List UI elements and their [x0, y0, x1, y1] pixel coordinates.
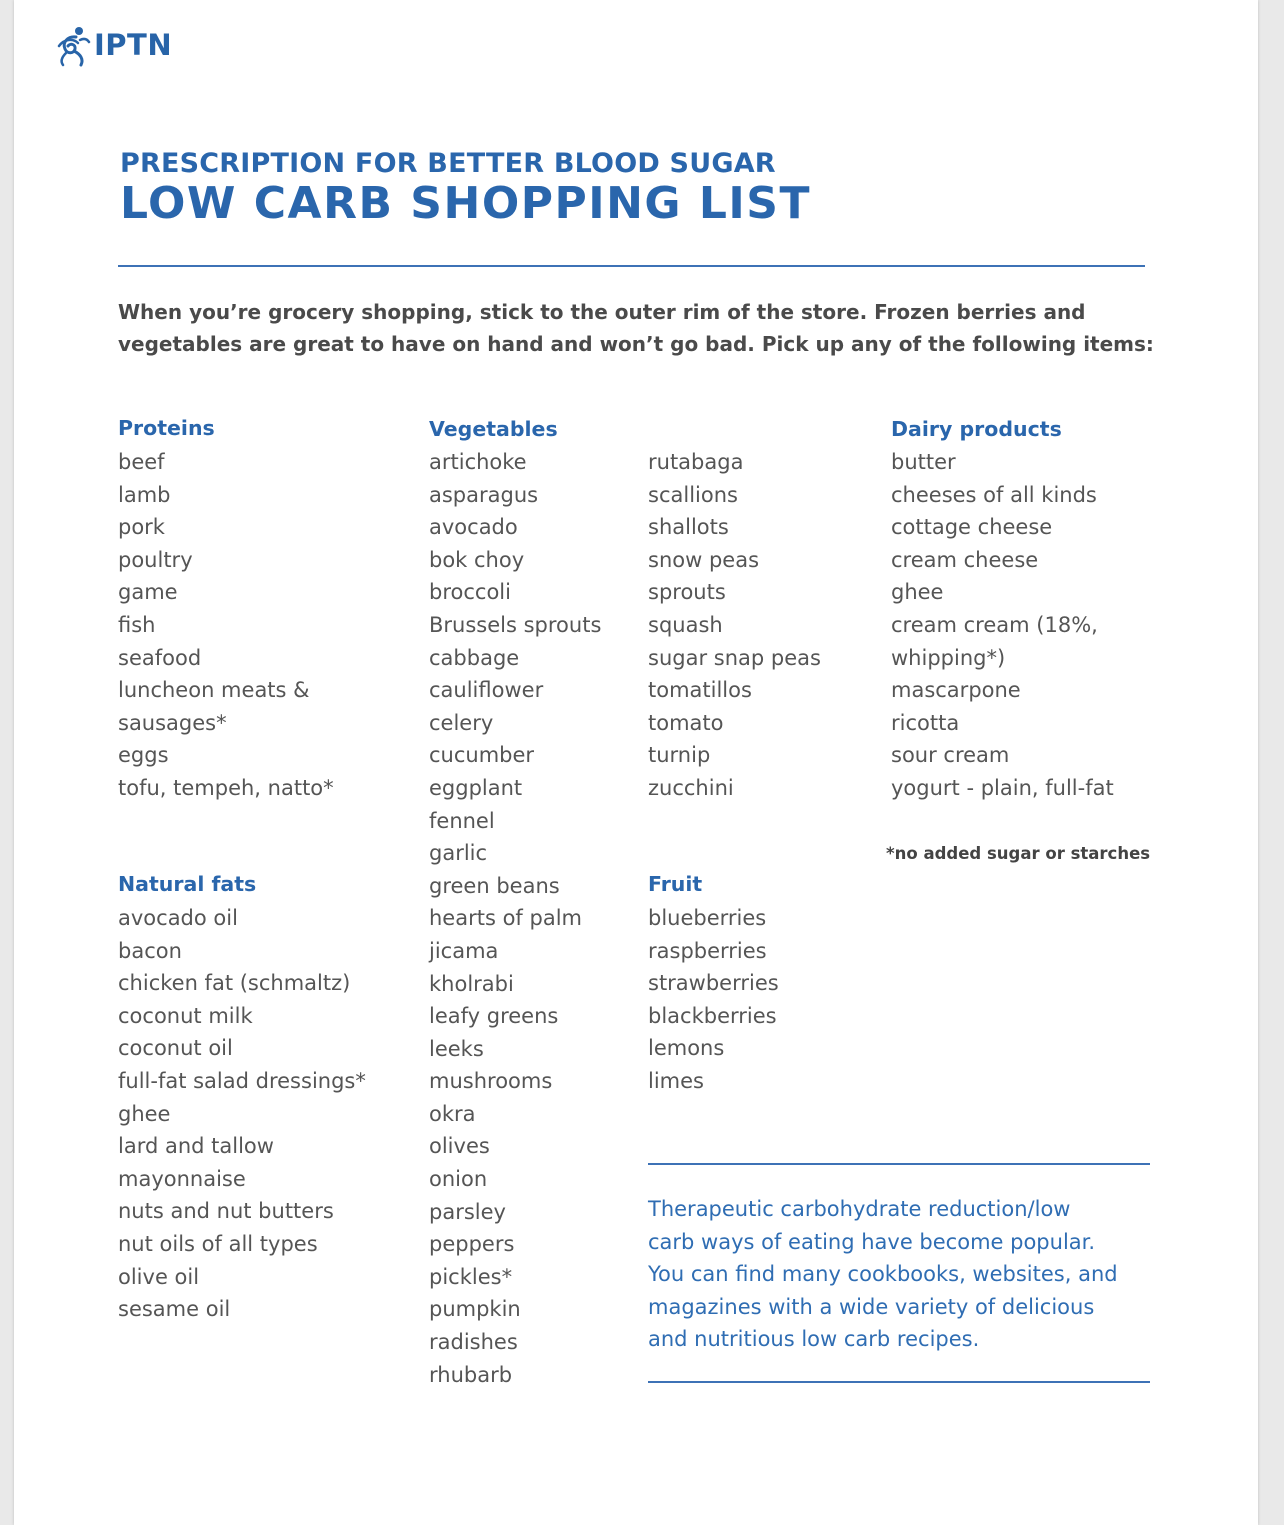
list-item: tofu, tempeh, natto* [118, 775, 334, 800]
list-item: poultry [118, 547, 193, 572]
list-item: ricotta [891, 710, 960, 735]
list-item: nut oils of all types [118, 1231, 318, 1256]
intro-paragraph [118, 296, 1168, 360]
list-item: scallions [648, 482, 738, 507]
list-item: olives [429, 1134, 490, 1159]
list-item: cheeses of all kinds [891, 482, 1097, 507]
natural-fats-heading: Natural fats [118, 872, 257, 896]
list-item: Brussels sprouts [429, 612, 602, 637]
vegetables-list-column-2 [648, 446, 821, 805]
fruit-list [648, 902, 779, 1098]
list-item: coconut oil [118, 1036, 233, 1061]
dairy-list [891, 446, 1114, 805]
list-item: cucumber [429, 743, 535, 768]
list-item: leeks [429, 1036, 484, 1061]
page-subtitle: PRESCRIPTION FOR BETTER BLOOD SUGAR [120, 148, 776, 179]
list-item: squash [648, 612, 723, 637]
iptn-logo [54, 20, 172, 70]
title-divider [118, 265, 1145, 267]
list-item: cabbage [429, 645, 520, 670]
list-item: cream cheese [891, 547, 1039, 572]
list-item: sour cream [891, 743, 1010, 768]
list-item: pork [118, 515, 165, 540]
runner-logo-icon [54, 22, 92, 68]
list-item: nuts and nut butters [118, 1199, 334, 1224]
proteins-heading: Proteins [118, 416, 215, 440]
list-item: turnip [648, 743, 711, 768]
list-item: luncheon meats & [118, 678, 310, 703]
list-item: parsley [429, 1199, 506, 1224]
list-item: olive oil [118, 1264, 200, 1289]
list-item: cauliflower [429, 678, 544, 703]
list-item: lamb [118, 482, 171, 507]
list-item: sausages* [118, 710, 227, 735]
list-item: game [118, 580, 178, 605]
list-item: yogurt - plain, full-fat [891, 775, 1114, 800]
proteins-list [118, 446, 334, 805]
list-item: green beans [429, 873, 560, 898]
vegetables-list-column-1 [429, 446, 601, 1391]
list-item: eggs [118, 743, 169, 768]
list-item: eggplant [429, 775, 523, 800]
list-item: bok choy [429, 547, 525, 572]
callout-line: and nutritious low carb recipes. [648, 1327, 980, 1352]
callout-divider-top [648, 1163, 1150, 1165]
list-item: tomatillos [648, 678, 752, 703]
list-item: beef [118, 450, 165, 474]
list-item: shallots [648, 515, 729, 540]
list-item: rhubarb [429, 1362, 513, 1387]
list-item: coconut milk [118, 1003, 253, 1028]
list-item: butter [891, 450, 956, 474]
list-item: zucchini [648, 775, 734, 800]
list-item: whipping*) [891, 645, 1006, 670]
list-item: okra [429, 1101, 476, 1126]
callout-line: magazines with a wide variety of delicious [648, 1294, 1095, 1319]
list-item: limes [648, 1068, 704, 1093]
list-item: sugar snap peas [648, 645, 821, 670]
callout-divider-bottom [648, 1381, 1150, 1383]
list-item: chicken fat (schmaltz) [118, 971, 351, 996]
intro-line: vegetables are great to have on hand and won’t go bad. Pick up any of the following items: [118, 332, 1154, 356]
list-item: ghee [891, 580, 944, 605]
list-item: full-fat salad dressings* [118, 1068, 366, 1093]
list-item: avocado oil [118, 906, 238, 930]
list-item: pumpkin [429, 1297, 521, 1322]
list-item: sprouts [648, 580, 726, 605]
list-item: leafy greens [429, 1004, 559, 1029]
callout-line: Therapeutic carbohydrate reduction/low [648, 1197, 1071, 1221]
document-page [14, 0, 1258, 1525]
list-item: onion [429, 1167, 488, 1192]
callout-line: You can find many cookbooks, websites, and [648, 1262, 1118, 1287]
list-item: fish [118, 612, 156, 637]
list-item: blueberries [648, 906, 767, 930]
list-item: ghee [118, 1101, 171, 1126]
list-item: avocado [429, 515, 518, 540]
list-item: kholrabi [429, 971, 514, 996]
list-item: tomato [648, 710, 724, 735]
list-item: lemons [648, 1036, 725, 1061]
list-item: broccoli [429, 580, 511, 605]
logo-text: IPTN [94, 28, 173, 62]
intro-line: When you’re grocery shopping, stick to the outer rim of the store. Frozen berries and [118, 300, 1086, 324]
list-item: peppers [429, 1232, 515, 1257]
dairy-heading: Dairy products [891, 417, 1062, 441]
list-item: pickles* [429, 1264, 513, 1289]
list-item: mayonnaise [118, 1166, 246, 1191]
list-item: celery [429, 710, 494, 735]
vegetables-heading: Vegetables [429, 417, 558, 441]
list-item: fennel [429, 808, 495, 833]
list-item: cream cream (18%, [891, 612, 1098, 637]
list-item: seafood [118, 645, 202, 670]
list-item: rutabaga [648, 450, 744, 474]
list-item: radishes [429, 1330, 518, 1355]
list-item: bacon [118, 938, 182, 963]
list-item: raspberries [648, 938, 767, 963]
list-item: garlic [429, 841, 488, 866]
list-item: jicama [429, 938, 499, 963]
natural-fats-list [118, 902, 366, 1326]
list-item: snow peas [648, 547, 760, 572]
list-item: lard and tallow [118, 1134, 274, 1159]
callout-line: carb ways of eating have become popular. [648, 1229, 1096, 1254]
list-item: sesame oil [118, 1297, 231, 1322]
list-item: cottage cheese [891, 515, 1053, 540]
callout-text [648, 1193, 1168, 1356]
list-item: mushrooms [429, 1069, 553, 1094]
footnote: *no added sugar or starches [886, 844, 1151, 863]
list-item: blackberries [648, 1003, 777, 1028]
page-title: LOW CARB SHOPPING LIST [120, 178, 811, 229]
list-item: strawberries [648, 971, 779, 996]
list-item: mascarpone [891, 678, 1021, 703]
list-item: artichoke [429, 450, 527, 474]
list-item: asparagus [429, 482, 539, 507]
fruit-heading: Fruit [648, 872, 703, 896]
list-item: hearts of palm [429, 906, 582, 931]
